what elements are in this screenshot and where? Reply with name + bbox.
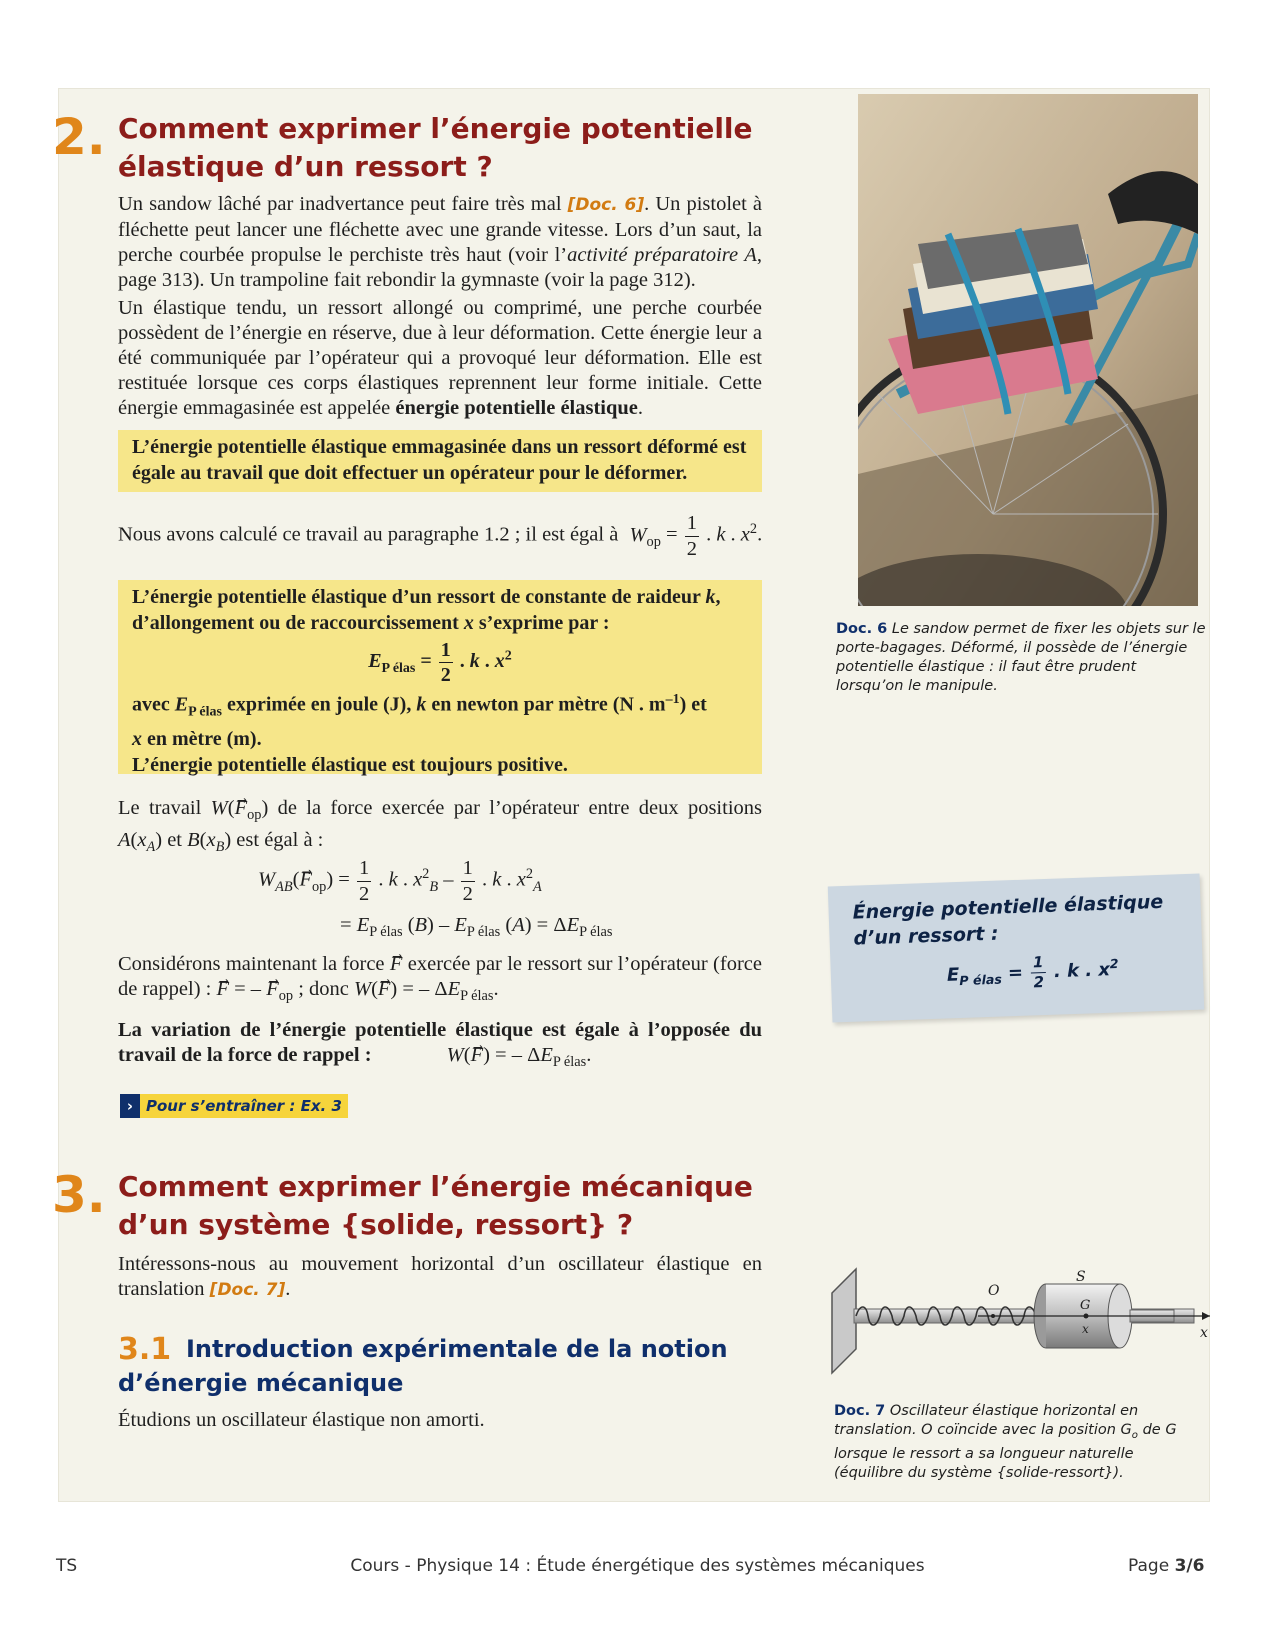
doc6-caption [836, 620, 1206, 696]
bicycle-photo-illustration [858, 94, 1198, 606]
solid-label: S [1076, 1269, 1086, 1285]
position-x-label: x [1082, 1322, 1089, 1336]
doc7-reference-link[interactable]: [Doc. 7] [209, 1280, 286, 1300]
oscillator-diagram [828, 1265, 1220, 1400]
subsection-3-1-title-line1: Introduction expérimentale de la notion [186, 1335, 728, 1363]
exercise-label: Pour s’entraîner : Ex. 3 [146, 1097, 342, 1115]
subsection-3-1-number: 3.1 [118, 1332, 172, 1367]
elastic-energy-box: L’énergie potentielle élastique d’un ressort de constante de raideur k, d’allongement ou de raccourcissement x s’exprime par : $E_{P élas}$ = $\frac{1}{2}$ . k . $x^2$ avec $E_{P élas}$ exprimée en joule (J), k en newton par mètre (N . $m^{-1}$) et x en mètre (m). L’énergie potentielle élastique est toujours positive. [118, 580, 762, 774]
summary-box-formula: $E_{P élas}$ = $\frac{1}{2}$ . k . $x^2$ [946, 953, 1119, 992]
axis-x-label: x [1200, 1325, 1208, 1341]
summary-box [828, 874, 1205, 1023]
footer-class-label: TS [56, 1556, 78, 1576]
section-3-title-line1: Comment exprimer l’énergie mécanique [118, 1170, 753, 1203]
origin-label: O [988, 1283, 1000, 1299]
paragraph-oscillator: Intéressons-nous au mouvement horizontal d’un oscillateur élastique en translation [Doc. 7]. [118, 1253, 762, 1300]
paragraph-work: Le travail $W(F_{op})$ de la force exercée par l’opérateur entre deux positions $A(x_A)$ et $B(x_B)$ est égal à : [118, 797, 763, 856]
doc6-label: Doc. 6 [836, 621, 888, 637]
elastic-energy-formula: $E_{P élas}$ = $\frac{1}{2}$ . k . $x^2$ [368, 639, 512, 686]
section-3-title-line2: d’un système {solide, ressort} ? [118, 1208, 634, 1241]
bicycle-sandow-photo [858, 94, 1198, 606]
paragraph-restoring-force: Considérons maintenant la force F exercée par le ressort sur l’opérateur (force de rappel) : F⃗ = – $F_{op}$ ; donc W(F⃗) = – $\Delta E_{P élas}$. [118, 953, 762, 1005]
doc6-reference-link[interactable]: [Doc. 6] [567, 195, 645, 215]
work-equation-line2: = $E_{P élas}$ $(B) - E_{P élas}$ $(A) = \Delta E_{P élas}$ [340, 914, 613, 941]
section-2-title-line1: Comment exprimer l’énergie potentielle [118, 112, 753, 145]
section-2-title [118, 110, 753, 186]
definition-box: L’énergie potentielle élastique emmagasinée dans un ressort déformé est égale au travail que doit effectuer un opérateur pour le déformer. [118, 430, 762, 492]
paragraph-elastic-energy: Un élastique tendu, un ressort allongé ou comprimé, une perche courbée possèdent de l’énergie en réserve, due à leur déformation. Cette énergie leur a été communiquée par l’opérateur qui a provoqué leur déformation. Elle est restituée lorsque ces corps élastiques reprennent leur forme initiale. Cette énergie emmagasinée est appelée énergie potentielle élastique. [118, 297, 762, 419]
chevron-right-icon: › [120, 1094, 140, 1118]
work-equation-line1: $W_{AB}(F_{op})$ = $\frac{1}{2}$ . k . $x^2_B$ – $\frac{1}{2}$ . k . $x^2_A$ [258, 857, 542, 905]
work-formula-line: Nous avons calculé ce travail au paragraphe 1.2 ; il est égal à $W_{op}$ = $\frac{1}{2}$ . k . $x^2$. [118, 512, 763, 560]
summary-box-title: Énergie potentielle élastique d’un ressort : [852, 890, 1164, 950]
section-3-title [118, 1168, 753, 1244]
doc6-caption-text: Le sandow permet de fixer les objets sur le porte-bagages. Déformé, il possède de l’énergie potentielle élastique : il faut être prudent lorsqu’on le manipule. [836, 621, 1206, 694]
section-2-number: 2. [52, 108, 106, 166]
subsection-3-1-title-line2: d’énergie mécanique [118, 1369, 404, 1397]
footer-page-number: Page 3/6 [1128, 1556, 1205, 1576]
exercise-link[interactable] [120, 1094, 348, 1118]
doc7-label: Doc. 7 [834, 1403, 886, 1419]
footer-course-title: Cours - Physique 14 : Étude énergétique des systèmes mécaniques [350, 1556, 925, 1576]
paragraph-intro: Un sandow lâché par inadvertance peut faire très mal [Doc. 6]. Un pistolet à fléchette peut lancer une fléchette avec une grande vitesse. Lors d’un saut, la perche courbée propulse le perchiste très haut (voir l’activité préparatoire A, page 313). Un trampoline fait rebondir la gymnaste (voir la page 312). [118, 193, 762, 291]
section-3-number: 3. [52, 1166, 106, 1224]
spring-mass-svg [828, 1265, 1220, 1400]
doc7-caption: Doc. 7 Oscillateur élastique horizontal en translation. O coïncide avec la position $G_o$ de G lorsque le ressort a sa longueur naturelle (équilibre du système {solide-ressort}). [834, 1403, 1177, 1481]
section-2-title-line2: élastique d’un ressort ? [118, 150, 493, 183]
paragraph-non-damped: Étudions un oscillateur élastique non amorti. [118, 1409, 485, 1431]
paragraph-variation: La variation de l’énergie potentielle élastique est égale à l’opposée du travail de la force de rappel : W(F⃗) = – $\Delta E_{P élas}$. [118, 1019, 762, 1071]
center-of-mass-label: G [1080, 1298, 1091, 1313]
